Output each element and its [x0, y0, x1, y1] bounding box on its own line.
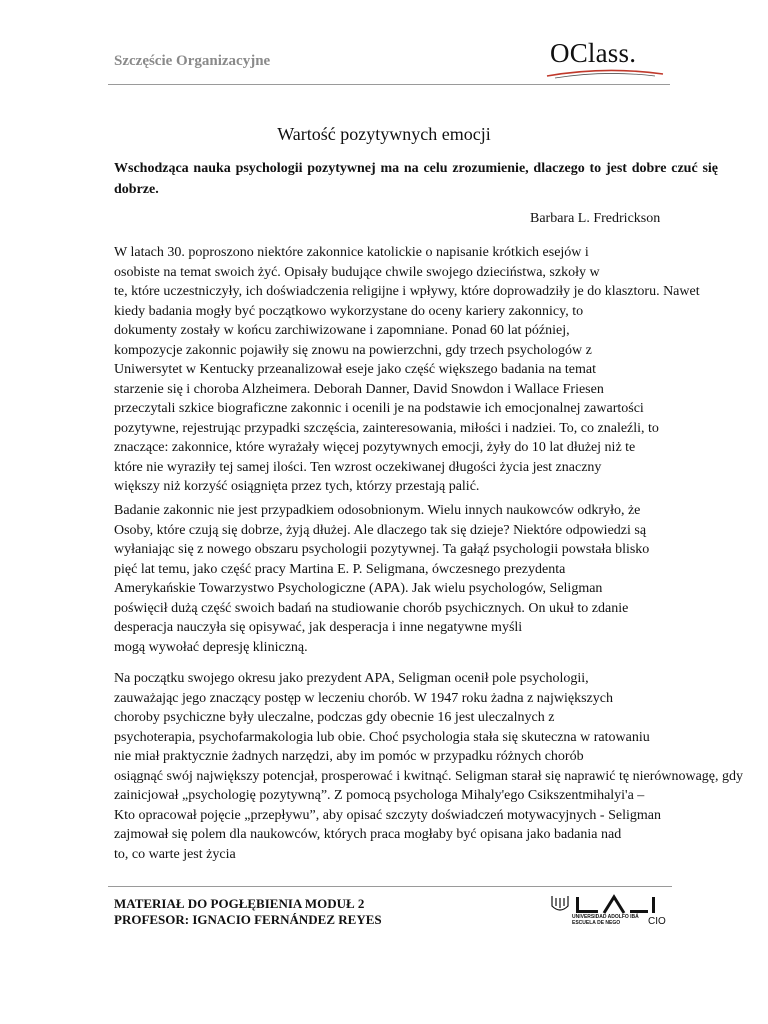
paragraph-line: te, które uczestniczyły, ich doświadczenia religijne i wpływy, które doprowadziły je do klasztoru. Nawet: [114, 284, 700, 299]
paragraph-line: psychoterapia, psychofarmakologia lub obie. Choć psychologia stała się skuteczna w ratowaniu: [114, 729, 650, 745]
paragraph-line: wyłaniając się z nowego obszaru psychologii pozytywnej. Ta gałąź psychologii powstała blisko: [114, 542, 650, 557]
paragraph-3: [114, 669, 743, 864]
paragraph-line: znaczące: zakonnice, które wyrażały więcej pozytywnych emocji, żyły do 10 lat dłużej niż te: [114, 440, 636, 455]
uai-school-name: ESCUELA DE NEGO: [572, 920, 621, 926]
oclass-logo: [545, 38, 665, 82]
footer-divider: [108, 886, 672, 887]
paragraph-line: pozytywne, rejestrując przypadki szczęścia, zainteresowania, miłości i nadziei. To, co znaleźli, to: [114, 420, 659, 436]
document-subtitle: Wschodząca nauka psychologii pozytywnej ma na celu zrozumienie, dlaczego to jest dobre czuć się dobrze.: [114, 161, 718, 197]
paragraph-line: Badanie zakonnic nie jest przypadkiem odosobnionym. Wielu innych naukowców odkryło, że: [114, 503, 641, 518]
footer-info: [114, 896, 382, 928]
footer-material-label: MATERIAŁ DO POGŁĘBIENIA MODUŁ 2: [114, 896, 365, 911]
paragraph-2: [114, 501, 649, 657]
paragraph-line: Uniwersytet w Kentucky przeanalizował eseje jako część większego badania na temat: [114, 362, 597, 377]
paragraph-line: mogą wywołać depresję kliniczną.: [114, 639, 308, 655]
paragraph-line: Na początku swojego okresu jako prezydent APA, Seligman ocenił pole psychologii,: [114, 671, 589, 686]
section-title: Szczęście Organizacyjne: [114, 53, 271, 69]
paragraph-line: osiągnąć swój największy potencjał, prosperować i kwitnąć. Seligman starał się naprawić tę nierównowagę, gdy: [114, 768, 744, 784]
uai-logo: [548, 894, 666, 934]
paragraph-line: kompozycje zakonnic pojawiły się znowu na powierzchni, gdy trzech psychologów z: [114, 342, 592, 358]
paragraph-line: które nie wyraziły tej samej ilości. Ten wzrost oczekiwanej długości życia jest znaczny: [114, 459, 602, 475]
paragraph-line: zauważając jego znaczący postęp w leczeniu chorób. W 1947 roku żadna z największych: [114, 690, 613, 706]
header-divider: [108, 84, 670, 85]
paragraph-line: starzenie się i choroba Alzheimera. Deborah Danner, David Snowdon i Wallace Friesen: [114, 381, 604, 397]
uai-logo-caption: [572, 914, 639, 926]
logo-swoosh-icon: [545, 68, 665, 80]
document-author: Barbara L. Fredrickson: [530, 211, 661, 226]
paragraph-line: W latach 30. poproszono niektóre zakonnice katolickie o napisanie krótkich esejów i: [114, 245, 589, 260]
paragraph-line: osobiste na temat swoich żyć. Opisały budujące chwile swojego dzieciństwa, szkoły w: [114, 264, 600, 280]
document-title: Wartość pozytywnych emocji: [277, 124, 491, 144]
paragraph-line: Kto opracował pojęcie „przepływu”, aby opisać szczyty doświadczeń motywacyjnych - Seligman: [114, 807, 661, 823]
paragraph-line: zajmował się polem dla naukowców, których praca mogłaby być opisana jako badania nad: [114, 827, 622, 842]
paragraph-line: choroby psychiczne były uleczalne, podczas gdy obecnie 16 jest uleczalnych z: [114, 710, 555, 725]
paragraph-line: Amerykańskie Towarzystwo Psychologiczne (APA). Jak wielu psychologów, Seligman: [114, 581, 603, 596]
paragraph-line: poświęcił dużą część swoich badań na studiowanie chorób psychicznych. On ukuł to zdanie: [114, 600, 629, 616]
paragraph-line: desperacja nauczyła się opisywać, jak desperacja i inne negatywne myśli: [114, 620, 523, 635]
paragraph-line: zainicjował „psychologię pozytywną”. Z pomocą psychologa Mihaly'ego Csikszentmihalyi'a –: [114, 788, 645, 803]
paragraph-line: większy niż korzyść osiągnięta przez tych, którzy przestają palić.: [114, 479, 480, 494]
footer-professor-label: PROFESOR: IGNACIO FERNÁNDEZ REYES: [114, 912, 382, 927]
paragraph-line: kiedy badania mogły być początkowo wykorzystane do oceny kariery zakonnicy, to: [114, 303, 584, 319]
uai-emblem-icon: [548, 894, 666, 916]
paragraph-line: Osoby, które czują się dobrze, żyją dłużej. Ale dlaczego tak się dzieje? Niektóre odpowiedzi są: [114, 522, 647, 538]
paragraph-line: to, co warte jest życia: [114, 846, 236, 862]
oclass-logo-text: OClass.: [550, 38, 637, 68]
paragraph-line: dokumenty zostały w końcu zarchiwizowane i zapomniane. Ponad 60 lat później,: [114, 323, 570, 338]
paragraph-line: pięć lat temu, jako część pracy Martina E. P. Seligmana, ówczesnego prezydenta: [114, 561, 566, 577]
paragraph-line: przeczytali szkice biograficzne zakonnic i ocenili je na podstawie ich emocjonalnej zawartości: [114, 401, 644, 416]
paragraph-line: nie miał praktycznie żadnych narzędzi, aby im pomóc w przypadku różnych chorób: [114, 749, 584, 764]
paragraph-1: [114, 243, 700, 497]
uai-university-name: UNIVERSIDAD ADOLFO IBÁ: [572, 914, 639, 920]
uai-logo-suffix: CIO: [648, 916, 666, 927]
